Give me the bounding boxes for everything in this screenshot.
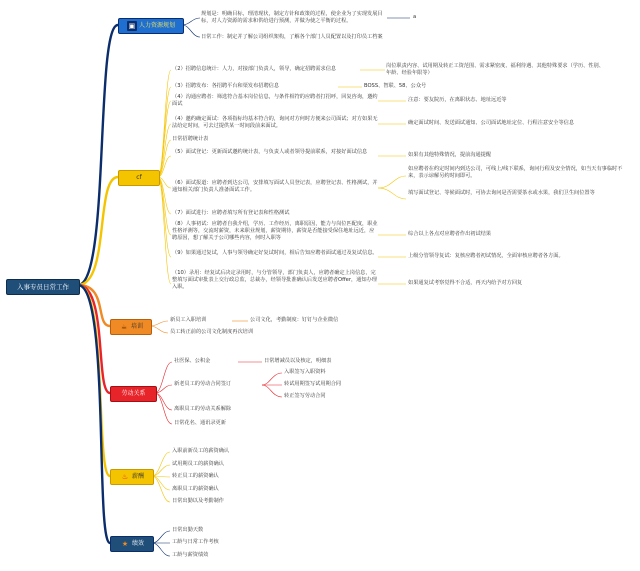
labor-item-1: 社医保、公积金: [174, 358, 211, 364]
perf-item-2: 工龄与日常工作考核: [172, 539, 219, 545]
recruit-item-stats: 日常招聘统计表: [172, 136, 209, 142]
recruit-item-3: （3）招聘发布：各招聘平台和渠发布招聘信息: [172, 83, 280, 89]
salary-item-5: 日常出勤以及考勤制作: [172, 498, 224, 504]
fire-icon: ♨: [121, 472, 129, 481]
perf-item-3: 工龄与薪资绩效: [172, 552, 209, 558]
labor-sub-1: 入职签写入职资料: [284, 369, 326, 375]
recruit-note-3: BOSS、智联、58、公众号: [364, 83, 427, 89]
salary-item-4: 离职员工的薪资确认: [172, 486, 219, 492]
branch-salary: [110, 469, 154, 485]
branch-recruit: [118, 170, 160, 186]
recruit-item-4a: （4）沟通应聘者：筛选符合基本岗位信息，与条件相符的应聘者打招呼，回复咨询，邀约面试: [172, 94, 378, 107]
recruit-item-5: （5）面试登记：更新面试邀约统计表，与负责人或者领导提前联系，对接好面试信息: [172, 149, 368, 155]
labor-sub-2: 转试用期签写试用期合同: [284, 381, 342, 387]
train-item-1: 新员工入职培训: [170, 317, 207, 323]
labor-sub-3: 转正签写劳动合同: [284, 393, 326, 399]
perf-item-1: 日常出勤天数: [172, 527, 204, 533]
plan-item-1: 规划是：明确目标，理清现状，制定方针和政策的过程，使企业为了实现发展目标，对人力资源的需求和供给进行预测，并做为使之平衡的过程。: [201, 11, 383, 24]
root-node: 入事专员日常工作: [6, 279, 80, 295]
branch-salary-label: 薪酬: [131, 473, 144, 480]
recruit-note-5: 确定面试时间、发送面试通知、公司面试地址定位、行程注意安全等信息: [408, 120, 575, 126]
salary-item-3: 转正员工的薪资确认: [172, 473, 219, 479]
labor-item-1-note: 日常增减员以及核定，明细表: [264, 358, 332, 364]
plan-item-2: 日常工作：制定并了解公司组织架构，了解各个部门人员配置以及打印员工档案: [201, 34, 383, 40]
recruit-note-8: 综合以上各点对应聘者作出初试结果: [408, 231, 492, 237]
recruit-item-10: （10）录用：经复试后决定录用时，与分管领导，部门负责人，应聘者确定上岗信息，完整填写面试审批表上交行政总监，总裁办，经领导批准确认后发送应聘者Offer，通知办理入职。: [172, 270, 377, 290]
recruit-note-10: 如果通复试考察觉得不合适，再天内给予对方回复: [408, 280, 523, 286]
recruit-note-7b: 填写面试登记、等候面试时，可协去询问是否需要茶水或水果，我们卫生间位置等: [408, 190, 595, 196]
salary-item-2: 试用期员工的薪资确认: [172, 461, 224, 467]
branch-perf-label: 绩效: [131, 540, 144, 547]
recruit-note-2: 岗位职责内容、试用期及转正工资范围、需求紧密度、福利待遇、其他特殊要求（学历、性别、年龄、经验年限等）: [386, 63, 604, 76]
branch-plan: [118, 18, 184, 34]
plan-item-1-note: a: [413, 14, 417, 20]
star-icon: ★: [121, 539, 129, 548]
branch-plan-label: 人力资源规划: [138, 22, 175, 29]
train-item-2: 员工转正前的公司文化制度再次培训: [170, 329, 254, 335]
recruit-item-2: （2）招聘信息统计：人力，对接部门负责人，领导，确定招聘需求信息: [172, 66, 337, 72]
recruit-note-6: 如果有其他特殊情况，提前沟通提醒: [408, 152, 492, 158]
branch-perf: [110, 536, 154, 552]
salary-item-1: 入职前新员工的薪资确认: [172, 448, 230, 454]
branch-train: [110, 319, 152, 335]
labor-item-4: 日常花名、通讯录更新: [174, 420, 226, 426]
branch-train-label: 培训: [130, 323, 143, 330]
recruit-note-9: 上级分管领导复试：复核应聘者初试情况，全面审核应聘者各方面。: [408, 253, 564, 259]
recruit-item-4b: （4）邀约确定面试：各项指标均基本符合的，询问对方何时方便来公司面试；对方如果无法给定时间，可去过提供某一时间段前来面试。: [172, 116, 378, 129]
branch-labor-label: 劳动关系: [121, 390, 146, 397]
recruit-item-6: （6）面试报道：应聘者到达公司，安排填写面试人员登记表，应聘登记表、性格测试，并通知相关部门负责人准备面试工作。: [172, 180, 378, 193]
train-item-1-note: 公司文化，考勤制度：钉钉与企业微信: [250, 317, 339, 323]
branch-labor: [110, 386, 157, 402]
recruit-item-9: （9）如果通过复试，人事与领导确定好复试时间，相后告知应聘者面试通过及复试信息。: [172, 250, 378, 256]
labor-item-2: 新老员工的劳动合同签订: [174, 381, 232, 387]
book-icon: ▣: [128, 21, 136, 30]
recruit-item-7: （7）面试进行：应聘者填写所有登记表和性格测试: [172, 210, 290, 216]
branch-recruit-label: cf: [136, 174, 142, 181]
cup-icon: ☕: [120, 322, 128, 331]
recruit-note-4: 注意：要友院历，在离职状态、地址远近等: [408, 97, 507, 103]
recruit-note-7a: 如应聘者在约定时间内到达公司，可线上/线下联系，询问行程及安全情况，如当天有事临时不来，表示谅解另约时间即可。: [408, 166, 623, 179]
recruit-item-8: （8）人事初试：应聘者自我介绍，学历、工作经历，离职原因，能力与岗位匹配度，职业性格评测等，交流时薪资，未来职业规划，薪资期待，薪资是否能接受保住地址远近，应聘原因，想了解关于公司哪些内容，何时入职等: [172, 221, 378, 241]
labor-item-3: 离职员工的劳动关系解除: [174, 406, 232, 412]
